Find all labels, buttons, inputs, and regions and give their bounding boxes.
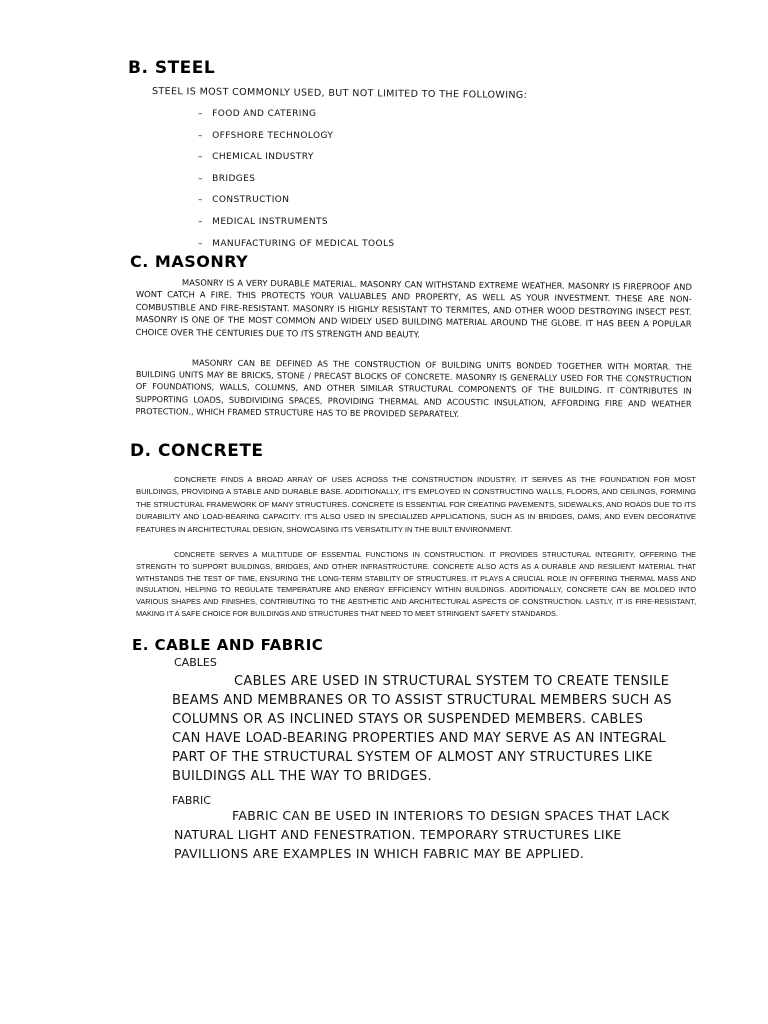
list-item: – OFFSHORE TECHNOLOGY <box>198 126 394 148</box>
list-item: – BRIDGES <box>198 169 394 191</box>
masonry-paragraph-2: MASONRY CAN BE DEFINED AS THE CONSTRUCTION OF BUILDING UNITS BONDED TOGETHER WITH MORTAR. THE BUILDING UNITS MAY BE BRICKS, STONE / PRECAST BLOCKS OF CONCRETE. MASONRY IS GENERALLY USED FOR THE CONSTRUCTION OF FOUNDATIONS, WALLS, COLUMNS, AND OTHER SIMILAR STRUCTURAL COMPONENTS OF THE BUILDING. IT CONTRIBUTES IN SUPPORTING LOADS, SUBDIVIDING SPACES, PROVIDING THERMAL AND ACOUSTIC INSULATION, AFFORDING FIRE AND WEATHER PROTECTION., WHICH FRAMED STRUCTURE HAS TO BE PROVIDED SEPARATELY. <box>135 357 692 419</box>
masonry-heading: C. MASONRY <box>130 252 249 271</box>
cable-fabric-heading: E. CABLE AND FABRIC <box>132 636 324 654</box>
steel-heading: B. STEEL <box>128 58 216 78</box>
concrete-paragraph-1: CONCRETE FINDS A BROAD ARRAY OF USES ACROSS THE CONSTRUCTION INDUSTRY. IT SERVES AS THE FOUNDATION FOR MOST BUILDINGS, PROVIDING A STABLE AND DURABLE BASE. ADDITIONALLY, IT'S EMPLOYED IN CONSTRUCTING WALLS, FLOORS, AND CEILINGS, FORMING THE STRUCTURAL FRAMEWORK OF MANY STRUCTURES. CONCRETE IS ESSENTIAL FOR CREATING PAVEMENTS, SIDEWALKS, AND ROADS DUE TO ITS DURABILITY AND LOAD-BEARING CAPACITY. IT'S ALSO USED IN SPECIALIZED APPLICATIONS, SUCH AS IN BRIDGES, DAMS, AND EVEN DECORATIVE FEATURES IN ARCHITECTURAL DESIGN, SHOWCASING ITS VERSATILITY IN THE BUILT ENVIRONMENT. <box>136 475 696 534</box>
fabric-paragraph: FABRIC CAN BE USED IN INTERIORS TO DESIGN SPACES THAT LACK NATURAL LIGHT AND FENESTRATION. TEMPORARY STRUCTURES LIKE PAVILLIONS ARE EXAMPLES IN WHICH FABRIC MAY BE APPLIED. <box>174 808 670 861</box>
list-item: – MANUFACTURING OF MEDICAL TOOLS <box>198 234 394 256</box>
steel-list <box>198 104 394 255</box>
list-item: – MEDICAL INSTRUMENTS <box>198 212 394 234</box>
fabric-subheading: FABRIC <box>172 794 211 807</box>
list-item: – CHEMICAL INDUSTRY <box>198 147 394 169</box>
concrete-heading: D. CONCRETE <box>130 441 264 461</box>
cables-paragraph: CABLES ARE USED IN STRUCTURAL SYSTEM TO CREATE TENSILE BEAMS AND MEMBRANES OR TO ASSIST STRUCTURAL MEMBERS SUCH AS COLUMNS OR AS INCLINED STAYS OR SUSPENDED MEMBERS. CABLES CAN HAVE LOAD-BEARING PROPERTIES AND MAY SERVE AS AN INTEGRAL PART OF THE STRUCTURAL SYSTEM OF ALMOST ANY STRUCTURES LIKE BUILDINGS ALL THE WAY TO BRIDGES. <box>172 674 672 784</box>
masonry-paragraph-1: MASONRY IS A VERY DURABLE MATERIAL. MASONRY CAN WITHSTAND EXTREME WEATHER. MASONRY IS FIREPROOF AND WONT CATCH A FIRE. THIS PROTECTS YOUR VALUABLES AND PROPERTY, AS WELL AS YOUR INVESTMENT. THESE ARE NON-COMBUSTIBLE AND FIRE-RESISTANT. MASONRY IS HIGHLY RESISTANT TO TERMITES, AND OTHER WOOD DESTROYING INSECT PEST. MASONRY IS ONE OF THE MOST COMMON AND WIDELY USED BUILDING MATERIAL AROUND THE GLOBE. IT HAS BEEN A POPULAR CHOICE OVER THE CENTURIES DUE TO ITS STRENGTH AND BEAUTY. <box>135 277 692 340</box>
list-item: – FOOD AND CATERING <box>198 104 394 126</box>
cables-subheading: CABLES <box>174 656 217 669</box>
steel-intro: STEEL IS MOST COMMONLY USED, BUT NOT LIMITED TO THE FOLLOWING: <box>151 86 528 101</box>
concrete-paragraph-2: CONCRETE SERVES A MULTITUDE OF ESSENTIAL FUNCTIONS IN CONSTRUCTION. IT PROVIDES STRUCTURAL INTEGRITY, OFFERING THE STRENGTH TO SUPPORT BUILDINGS, BRIDGES, AND OTHER INFRASTRUCTURE. CONCRETE ALSO ACTS AS A DURABLE AND RESILIENT MATERIAL THAT WITHSTANDS THE TEST OF TIME, ENSURING THE LONG-TERM STABILITY OF STRUCTURES. IT PLAYS A CRUCIAL ROLE IN OFFERING THERMAL MASS AND INSULATION, HELPING TO REGULATE TEMPERATURE AND ENERGY EFFICIENCY WITHIN BUILDINGS. ADDITIONALLY, CONCRETE CAN BE MOLDED INTO VARIOUS SHAPES AND FINISHES, CONTRIBUTING TO THE AESTHETIC AND ARCHITECTURAL ASPECTS OF CONSTRUCTION. LASTLY, IT IS FIRE-RESISTANT, MAKING IT A SAFE CHOICE FOR BUILDINGS AND STRUCTURES THAT NEED TO MEET STRINGENT SAFETY STANDARDS. <box>136 550 696 618</box>
list-item: – CONSTRUCTION <box>198 190 394 212</box>
